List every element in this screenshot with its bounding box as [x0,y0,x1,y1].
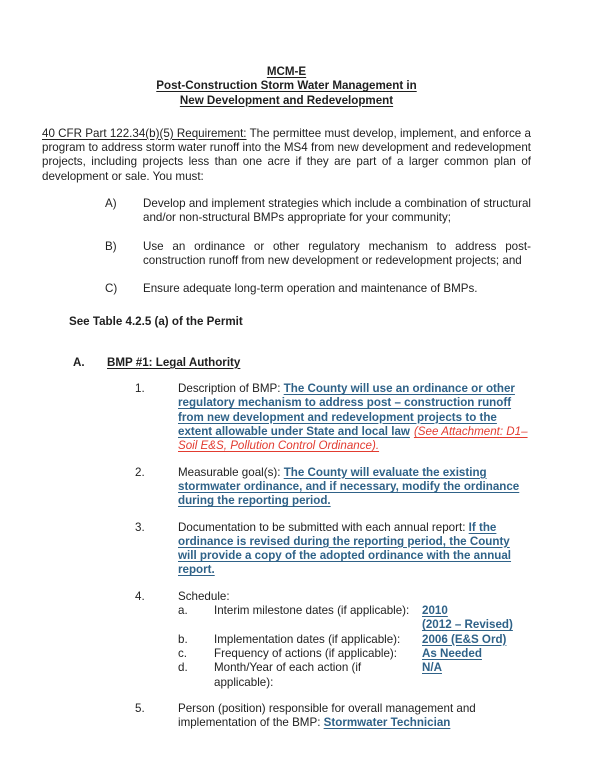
schedule-letter-d: d. [178,661,188,675]
item-5-value: Stormwater Technician [323,716,451,730]
item-body-1 [178,382,531,453]
section-heading [73,356,531,370]
bmp-item-5-responsible-person [135,702,531,731]
requirement-intro-paragraph [42,127,531,184]
title-line-2: Post-Construction Storm Water Management in [156,79,417,93]
item-1-attachment-note: (See Attachment: D1–Soil E&S, Pollution Control Ordinance). [178,425,528,453]
item-number-3: 3. [135,520,145,534]
schedule-row-d [178,661,531,690]
item-2-label: Measurable goal(s): [178,465,284,479]
schedule-row-a [178,604,531,633]
schedule-value-a-line2: (2012 – Revised) [422,618,513,632]
item-body-5 [178,702,531,731]
schedule-letter-c: c. [178,646,188,660]
cfr-requirement-lead: 40 CFR Part 122.34(b)(5) Requirement: [42,126,247,140]
document-title [42,65,531,108]
requirement-item-a [105,197,531,226]
bmp-item-1-description [135,382,531,453]
item-body-3 [178,521,531,578]
item-number-4: 4. [135,589,145,603]
schedule-label-c: Frequency of actions (if applicable): [214,646,398,660]
requirement-text-a: Develop and implement strategies which include a combination of structural and/or non-structural BMPs appropriate for your community; [143,197,531,225]
schedule-row-c [178,647,531,661]
requirement-label-c: C) [105,282,118,296]
item-body-2 [178,466,531,509]
item-3-value: If the ordinance is revised during the reporting period, the County will provide a copy of the adopted ordinance with the annual report. [178,520,512,577]
schedule-label-b: Implementation dates (if applicable): [214,632,401,646]
schedule-row-b [178,633,531,647]
item-number-1: 1. [135,382,145,396]
schedule-letter-b: b. [178,632,188,646]
item-1-label: Description of BMP: [178,382,284,396]
bmp-item-3-documentation [135,521,531,578]
schedule-heading: Schedule: [178,589,230,603]
schedule-label-a: Interim milestone dates (if applicable): [214,604,410,618]
schedule-label-d: Month/Year of each action (if applicable): [214,661,362,689]
requirement-label-a: A) [105,197,117,211]
requirement-label-b: B) [105,239,117,253]
schedule-value-a-line1: 2010 [422,604,448,618]
item-body-4 [178,590,531,690]
title-line-1: MCM-E [266,65,307,78]
item-1-value: The County will use an ordinance or other regulatory mechanism to address post – construction runoff from new development and redevelopment projects to the extent allowable under State and local law [178,382,515,439]
item-number-5: 5. [135,701,145,715]
see-table-note: See Table 4.2.5 (a) of the Permit [69,314,243,328]
bmp-item-4-schedule [135,590,531,690]
requirement-item-c [105,282,531,296]
requirement-text-b: Use an ordinance or other regulatory mechanism to address post-construction runoff from new development or redevelopment projects; and [143,239,531,267]
section-title: BMP #1: Legal Authority [107,355,241,369]
cfr-requirement-body: The permittee must develop, implement, and enforce a program to address storm water runoff into the MS4 from new development and redevelopment projects, including projects less than one acre if they are part of a larger common plan of development or sale. You must: [42,126,531,183]
section-label: A. [73,355,85,369]
requirement-text-c: Ensure adequate long-term operation and maintenance of BMPs. [143,282,478,296]
item-3-label: Documentation to be submitted with each annual report: [178,520,469,534]
item-2-value: The County will evaluate the existing stormwater ordinance, and if necessary, modify the ordinance during the reporting period. [178,465,520,508]
requirement-item-b [105,240,531,269]
title-line-3: New Development and Redevelopment [179,93,394,107]
schedule-value-a [422,604,531,633]
schedule-value-d: N/A [422,661,442,675]
item-5-label: Person (position) responsible for overall management and implementation of the BMP: [178,701,476,730]
schedule-value-b: 2006 (E&S Ord) [422,632,507,646]
schedule-value-c: As Needed [422,646,482,660]
bmp-item-2-measurable-goals [135,466,531,509]
item-number-2: 2. [135,465,145,479]
schedule-letter-a: a. [178,604,188,618]
